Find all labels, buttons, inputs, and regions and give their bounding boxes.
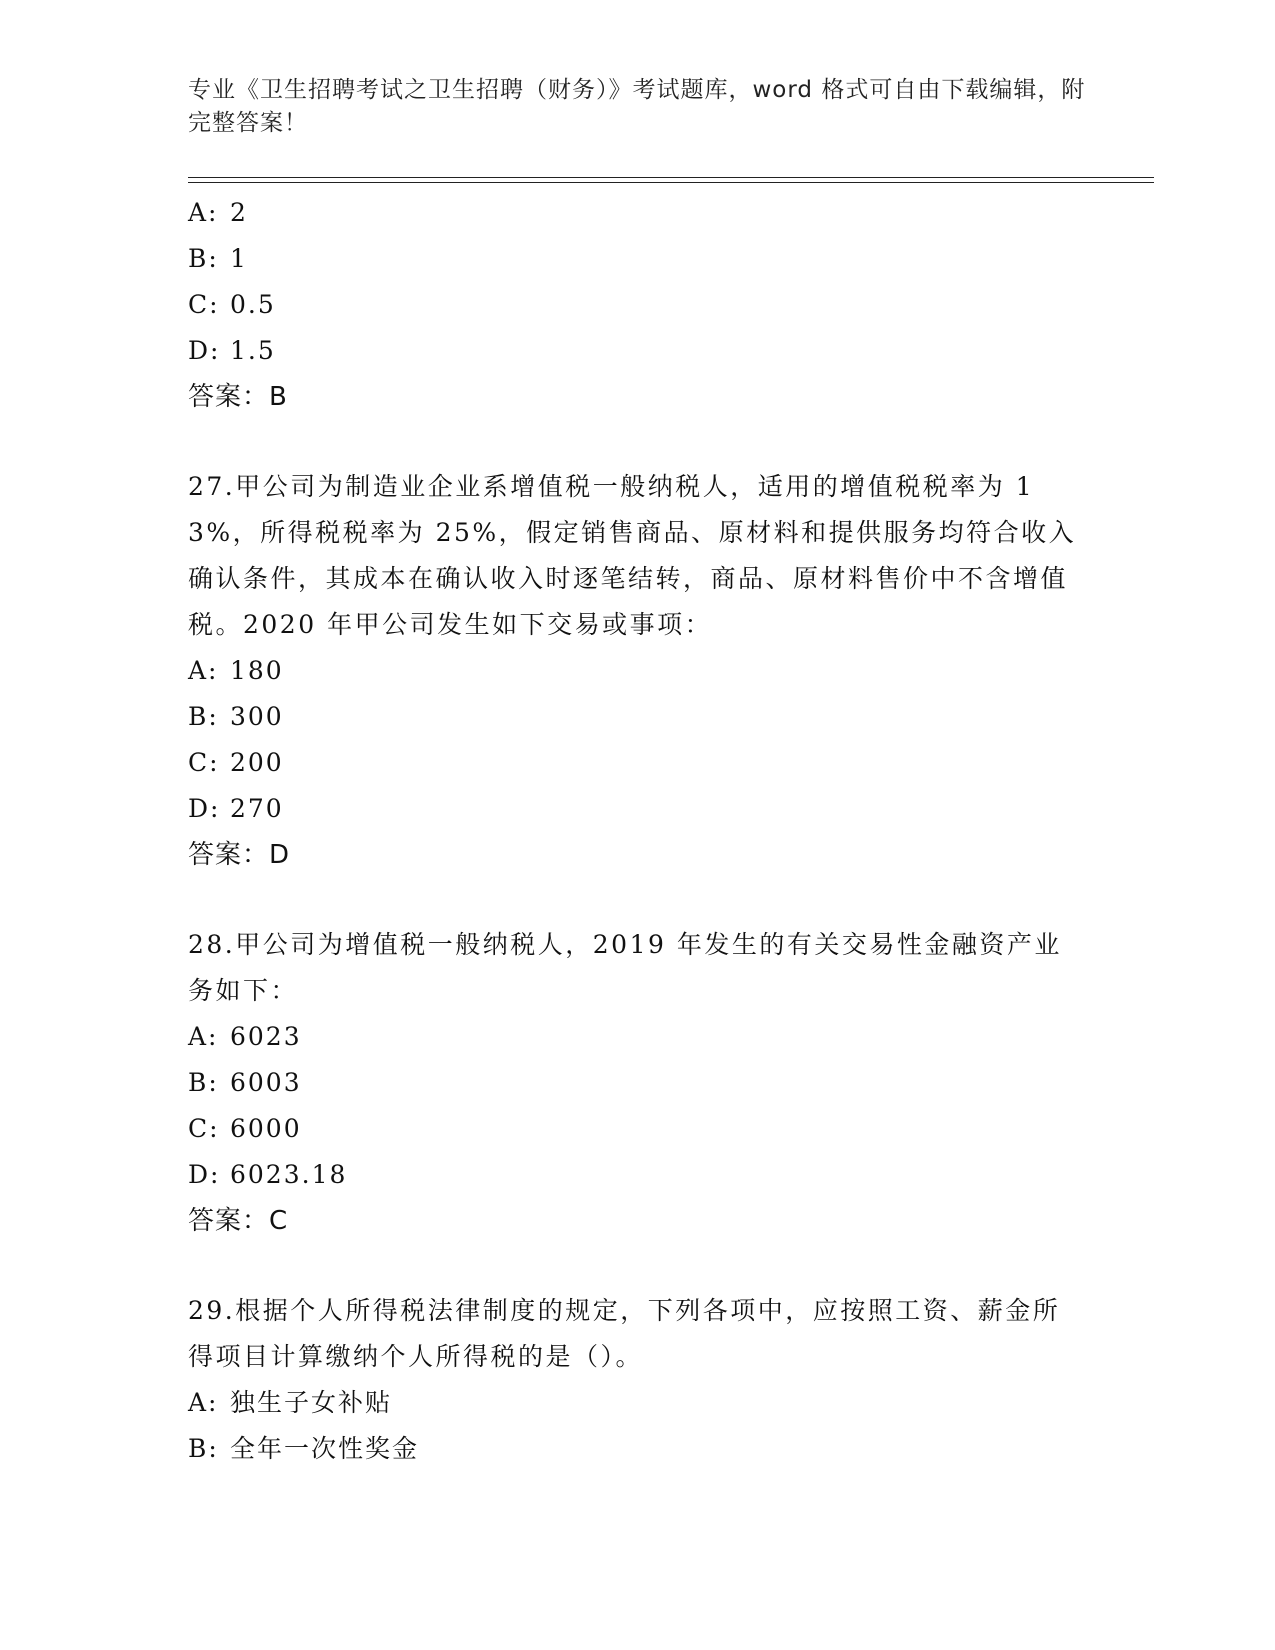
option-d [188,786,1088,832]
option-letter: A: [188,198,219,227]
option-b [188,1060,1088,1106]
option-text: 270 [230,794,284,823]
answer-line: 答案：B [188,382,288,412]
answer-line: 答案：D [188,840,291,870]
option-c [188,282,1088,328]
option-text: 1 [230,244,248,273]
option-c [188,1106,1088,1152]
question-block [188,1288,1088,1472]
question-block [188,922,1088,1244]
option-text: 0.5 [230,290,276,319]
question-text: 28.甲公司为增值税一般纳税人，2019 年发生的有关交易性金融资产业务如下： [188,930,1062,1005]
option-letter: C: [188,748,220,777]
option-text: 300 [230,702,284,731]
question-text: 27.甲公司为制造业企业系增值税一般纳税人，适用的增值税税率为 13%，所得税税率为 25%，假定销售商品、原材料和提供服务均符合收入确认条件，其成本在确认收入时逐笔结转，商品、原材料售价中不含增值税。2020 年甲公司发生如下交易或事项： [188,472,1077,639]
option-text: 180 [230,656,284,685]
option-text: 全年一次性奖金 [230,1434,420,1463]
answer-line: 答案：C [188,1206,289,1236]
option-b [188,1426,1088,1472]
question-text: 29.根据个人所得税法律制度的规定，下列各项中，应按照工资、薪金所得项目计算缴纳个人所得税的是（）。 [188,1296,1061,1371]
option-a [188,190,1088,236]
option-text: 6023 [230,1022,302,1051]
option-text: 6003 [230,1068,302,1097]
option-b [188,236,1088,282]
option-letter: D: [188,1160,221,1189]
question-list [188,190,1088,1472]
option-letter: B: [188,244,219,273]
option-d [188,1152,1088,1198]
header-divider-bottom [188,182,1154,183]
question-block [188,190,1088,420]
option-text: 1.5 [230,336,276,365]
document-header: 专业《卫生招聘考试之卫生招聘（财务）》考试题库，word 格式可自由下载编辑，附完整答案！ [188,77,1086,136]
option-letter: B: [188,1068,219,1097]
option-letter: B: [188,702,219,731]
option-letter: A: [188,656,219,685]
option-text: 6023.18 [230,1160,348,1189]
option-letter: A: [188,1388,219,1417]
option-a [188,648,1088,694]
option-text: 200 [230,748,284,777]
option-letter: C: [188,1114,220,1143]
option-b [188,694,1088,740]
option-letter: B: [188,1434,219,1463]
option-d [188,328,1088,374]
option-letter: A: [188,1022,219,1051]
option-a [188,1380,1088,1426]
option-letter: D: [188,336,221,365]
option-text: 独生子女补贴 [230,1388,393,1417]
option-text: 2 [230,198,248,227]
question-block [188,464,1088,878]
option-letter: D: [188,794,221,823]
option-c [188,740,1088,786]
option-text: 6000 [230,1114,302,1143]
option-letter: C: [188,290,220,319]
header-divider-top [188,177,1154,178]
option-a [188,1014,1088,1060]
